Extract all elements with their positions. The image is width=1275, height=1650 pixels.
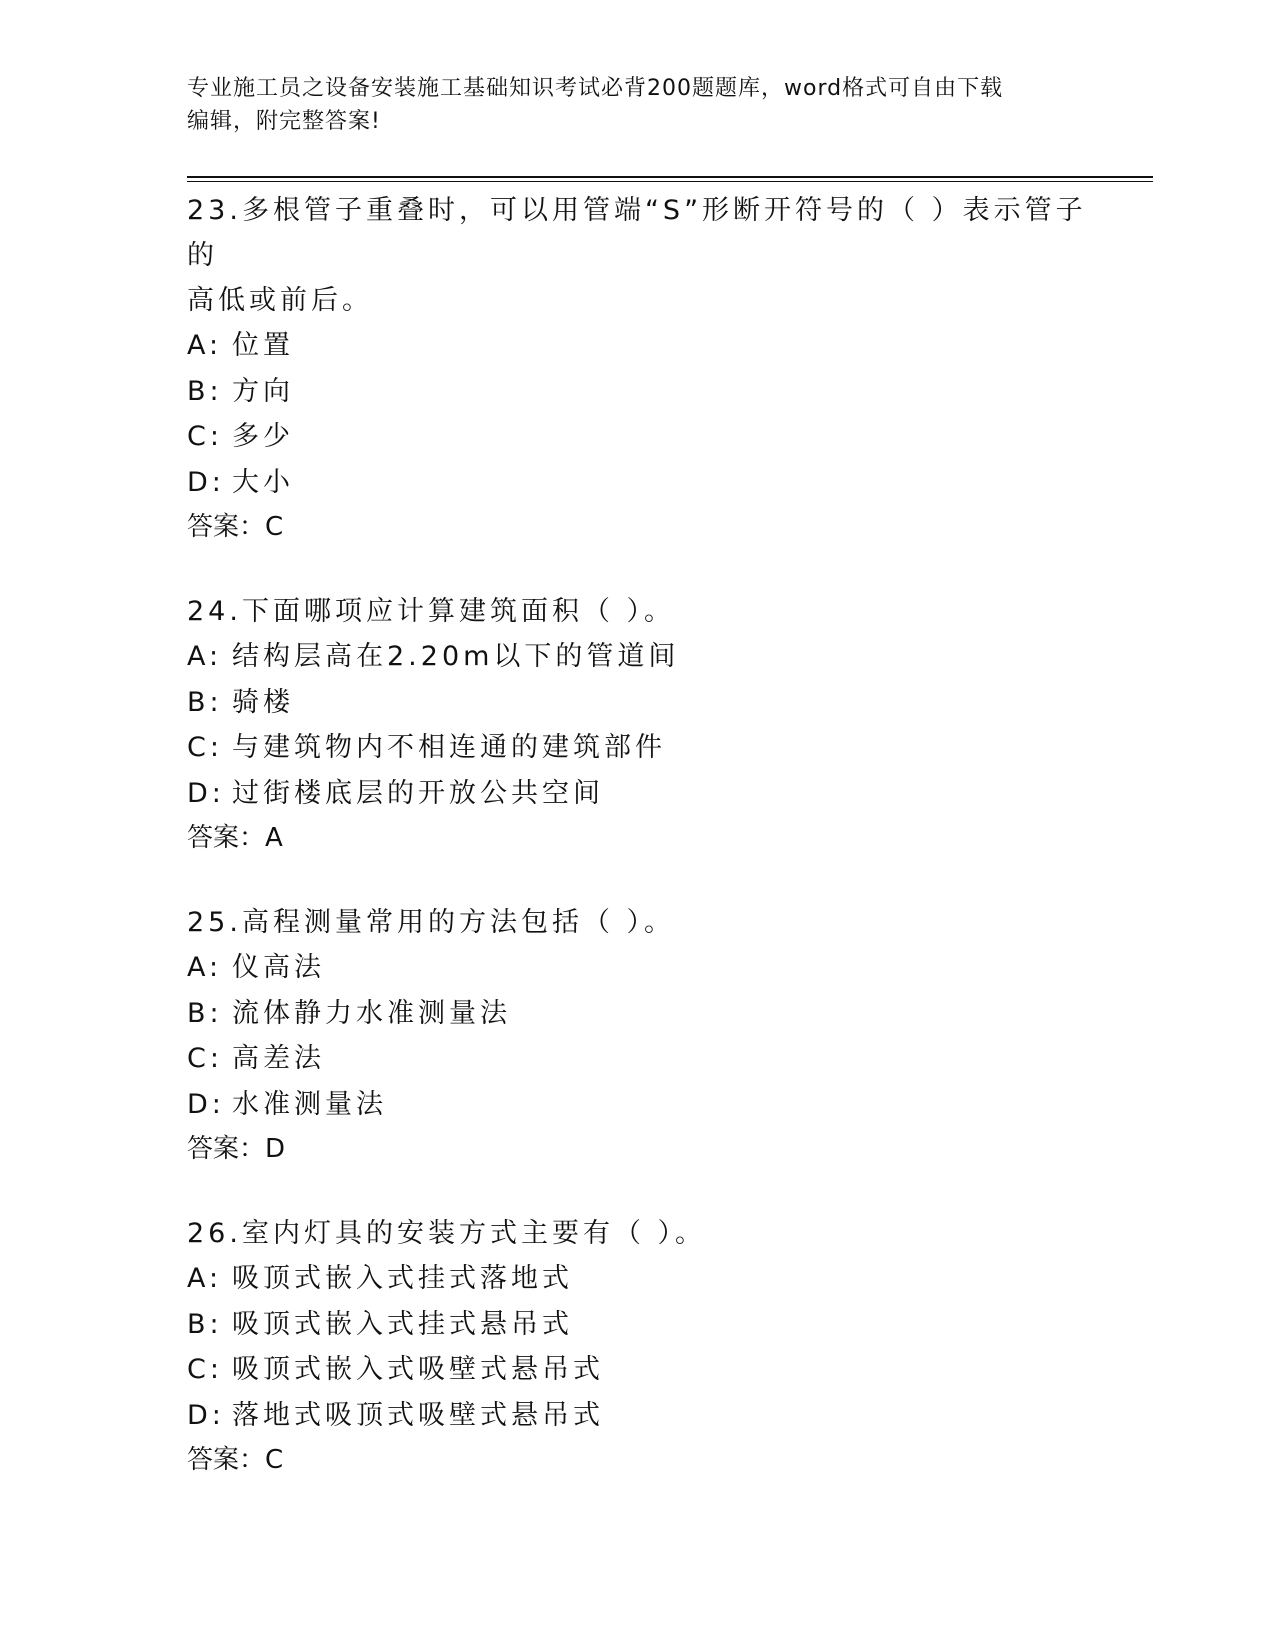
header-line-2: 编辑，附完整答案!	[187, 109, 381, 134]
answer-line	[187, 816, 1087, 861]
question-list	[187, 188, 1087, 1522]
option-text: 位置	[232, 330, 294, 361]
option-d	[187, 771, 1087, 817]
question-stem: 24.下面哪项应计算建筑面积（ ）。	[187, 596, 676, 627]
question-24	[187, 589, 1087, 861]
option-text: 结构层高在2.20m以下的管道间	[232, 641, 680, 672]
option-a	[187, 945, 1087, 991]
option-key: C:	[187, 421, 223, 452]
option-key: B:	[187, 686, 223, 718]
question-26	[187, 1211, 1087, 1483]
question-stem-continued: 高低或前后。	[187, 285, 373, 316]
header-divider-thick	[187, 176, 1153, 178]
option-key: D:	[187, 1399, 225, 1431]
answer-label: 答案：	[187, 1445, 266, 1475]
option-text: 与建筑物内不相连通的建筑部件	[232, 732, 666, 763]
answer-line	[187, 1438, 1087, 1483]
option-text: 方向	[232, 375, 294, 407]
option-a	[187, 323, 1087, 369]
answer-label: 答案：	[187, 823, 266, 853]
option-c	[187, 1036, 1087, 1082]
option-key: C:	[187, 732, 223, 763]
option-text: 流体静力水准测量法	[232, 997, 511, 1029]
option-text: 仪高法	[232, 952, 325, 983]
option-key: D:	[187, 777, 225, 809]
document-header	[187, 72, 1087, 138]
option-key: A:	[187, 330, 223, 361]
header-divider-thin	[187, 181, 1153, 182]
answer-value: D	[265, 1134, 286, 1164]
option-text: 吸顶式嵌入式挂式落地式	[232, 1263, 573, 1294]
option-b	[187, 991, 1087, 1037]
question-stem: 25.高程测量常用的方法包括（ ）。	[187, 907, 676, 938]
option-b	[187, 369, 1087, 415]
option-text: 过街楼底层的开放公共空间	[232, 777, 604, 809]
question-stem: 23.多根管子重叠时，可以用管端“S”形断开符号的（ ）表示管子的	[187, 195, 1087, 271]
option-text: 水准测量法	[232, 1088, 387, 1120]
answer-value: C	[265, 512, 284, 542]
option-text: 落地式吸顶式吸壁式悬吊式	[232, 1399, 604, 1431]
option-c	[187, 414, 1087, 460]
option-key: A:	[187, 641, 223, 672]
answer-label: 答案：	[187, 1134, 266, 1164]
option-text: 吸顶式嵌入式挂式悬吊式	[232, 1308, 573, 1340]
question-stem: 26.室内灯具的安装方式主要有（ ）。	[187, 1218, 707, 1249]
option-a	[187, 634, 1087, 680]
answer-value: C	[265, 1445, 284, 1475]
question-25	[187, 900, 1087, 1172]
option-c	[187, 1347, 1087, 1393]
answer-line	[187, 505, 1087, 550]
option-text: 大小	[232, 466, 294, 498]
option-key: A:	[187, 952, 223, 983]
option-b	[187, 1302, 1087, 1348]
option-key: D:	[187, 466, 225, 498]
option-key: C:	[187, 1354, 223, 1385]
option-key: C:	[187, 1043, 223, 1074]
option-a	[187, 1256, 1087, 1302]
option-text: 高差法	[232, 1043, 325, 1074]
option-text: 吸顶式嵌入式吸壁式悬吊式	[232, 1354, 604, 1385]
option-b	[187, 680, 1087, 726]
answer-line	[187, 1127, 1087, 1172]
option-key: D:	[187, 1088, 225, 1120]
option-text: 多少	[232, 421, 294, 452]
answer-value: A	[265, 823, 283, 853]
option-d	[187, 1082, 1087, 1128]
question-23	[187, 188, 1087, 550]
option-key: B:	[187, 997, 223, 1029]
option-key: B:	[187, 1308, 223, 1340]
answer-label: 答案：	[187, 512, 266, 542]
option-c	[187, 725, 1087, 771]
option-key: A:	[187, 1263, 223, 1294]
option-key: B:	[187, 375, 223, 407]
option-text: 骑楼	[232, 686, 294, 718]
option-d	[187, 460, 1087, 506]
header-line-1: 专业施工员之设备安装施工基础知识考试必背200题题库，word格式可自由下载	[187, 76, 1004, 101]
option-d	[187, 1393, 1087, 1439]
